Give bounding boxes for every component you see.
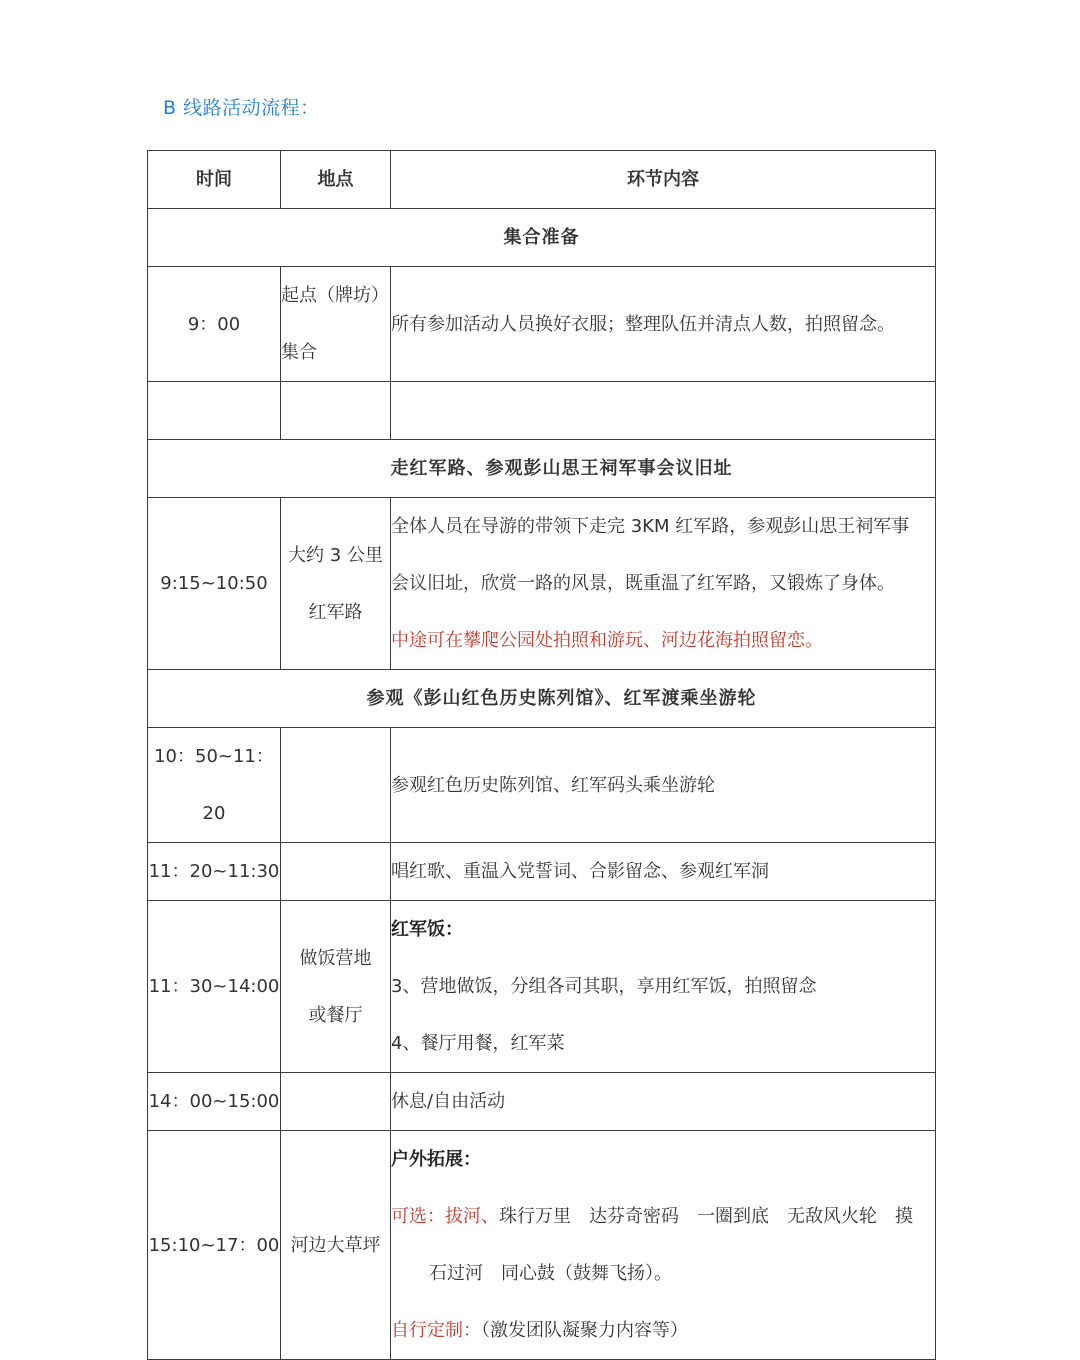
header-time: 时间 — [148, 151, 281, 209]
content-cell: 参观红色历史陈列馆、红军码头乘坐游轮 — [391, 728, 936, 843]
table-row — [148, 843, 936, 901]
place-cell — [281, 498, 391, 670]
header-content: 环节内容 — [391, 151, 936, 209]
time-cell: 11：20~11:30 — [148, 843, 281, 901]
optional-activities-line — [391, 1245, 935, 1302]
content-cell: 唱红歌、重温入党誓词、合影留念、参观红军洞 — [391, 843, 936, 901]
custom-text: （激发团队凝聚力内容等） — [481, 1320, 688, 1341]
content-line: 全体人员在导游的带领下走完 3KM 红军路，参观彭山思王祠军事 — [391, 516, 910, 537]
content-title: 红军饭： — [391, 919, 463, 940]
activity-schedule-table — [147, 150, 936, 1360]
section-row-museum — [148, 670, 936, 728]
table-row — [148, 728, 936, 843]
time-cell: 14：00~15:00 — [148, 1073, 281, 1131]
optional-activities-line — [391, 1188, 935, 1245]
activity-item: 摸 — [895, 1206, 913, 1227]
place-cell — [281, 901, 391, 1073]
time-cell: 9:15~10:50 — [148, 498, 281, 670]
place-line: 红军路 — [308, 601, 363, 623]
table-row — [148, 1073, 936, 1131]
empty-cell — [148, 382, 281, 440]
activity-continuation: 石过河 同心鼓（鼓舞飞扬）。 — [429, 1263, 672, 1284]
table-row — [148, 901, 936, 1073]
section-title: 走红军路、参观彭山思王祠军事会议旧址 — [148, 440, 936, 498]
time-cell: 11：30~14:00 — [148, 901, 281, 1073]
content-line: 3、营地做饭，分组各司其职，享用红军饭，拍照留念 — [391, 976, 817, 997]
content-title: 户外拓展： — [391, 1149, 481, 1170]
place-cell: 河边大草坪 — [281, 1131, 391, 1360]
activity-item: 一圈到底 — [697, 1206, 769, 1227]
time-cell: 9：00 — [148, 267, 281, 382]
activity-item: 达芬奇密码 — [589, 1206, 679, 1227]
table-row — [148, 498, 936, 670]
activity-item: 珠行万里 — [499, 1206, 571, 1227]
content-line: 4、餐厅用餐，红军菜 — [391, 1033, 565, 1054]
optional-label: 可选：拔河、 — [391, 1206, 499, 1227]
place-cell — [281, 1073, 391, 1131]
content-line: 会议旧址，欣赏一路的风景，既重温了红军路，又锻炼了身体。 — [391, 573, 895, 594]
place-cell — [281, 843, 391, 901]
content-line-highlight: 中途可在攀爬公园处拍照和游玩、河边花海拍照留恋。 — [391, 630, 823, 651]
content-cell — [391, 1131, 936, 1360]
section-title: 参观《彭山红色历史陈列馆》、红军渡乘坐游轮 — [148, 670, 936, 728]
table-row — [148, 1131, 936, 1360]
time-cell: 10：50~11：20 — [148, 728, 281, 843]
content-cell: 所有参加活动人员换好衣服；整理队伍并清点人数，拍照留念。 — [391, 267, 936, 382]
place-cell — [281, 728, 391, 843]
section-title: 集合准备 — [148, 209, 936, 267]
empty-row — [148, 382, 936, 440]
header-place: 地点 — [281, 151, 391, 209]
custom-activities-line — [391, 1302, 935, 1359]
place-line: 大约 3 公里 — [288, 544, 383, 566]
place-line: 做饭营地 — [299, 947, 372, 969]
page-heading: B 线路活动流程： — [163, 97, 320, 119]
place-line: 起点（牌坊） — [281, 285, 389, 306]
section-row-gather — [148, 209, 936, 267]
content-cell — [391, 901, 936, 1073]
section-row-red-army-road — [148, 440, 936, 498]
table-header-row — [148, 151, 936, 209]
place-line: 集合 — [281, 342, 317, 363]
activity-item: 无敌风火轮 — [787, 1206, 877, 1227]
empty-cell — [281, 382, 391, 440]
empty-cell — [391, 382, 936, 440]
content-cell: 休息/自由活动 — [391, 1073, 936, 1131]
time-cell: 15:10~17：00 — [148, 1131, 281, 1360]
place-line: 或餐厅 — [308, 1004, 363, 1026]
content-cell — [391, 498, 936, 670]
table-row — [148, 267, 936, 382]
custom-label: 自行定制： — [391, 1320, 481, 1341]
place-cell — [281, 267, 391, 382]
